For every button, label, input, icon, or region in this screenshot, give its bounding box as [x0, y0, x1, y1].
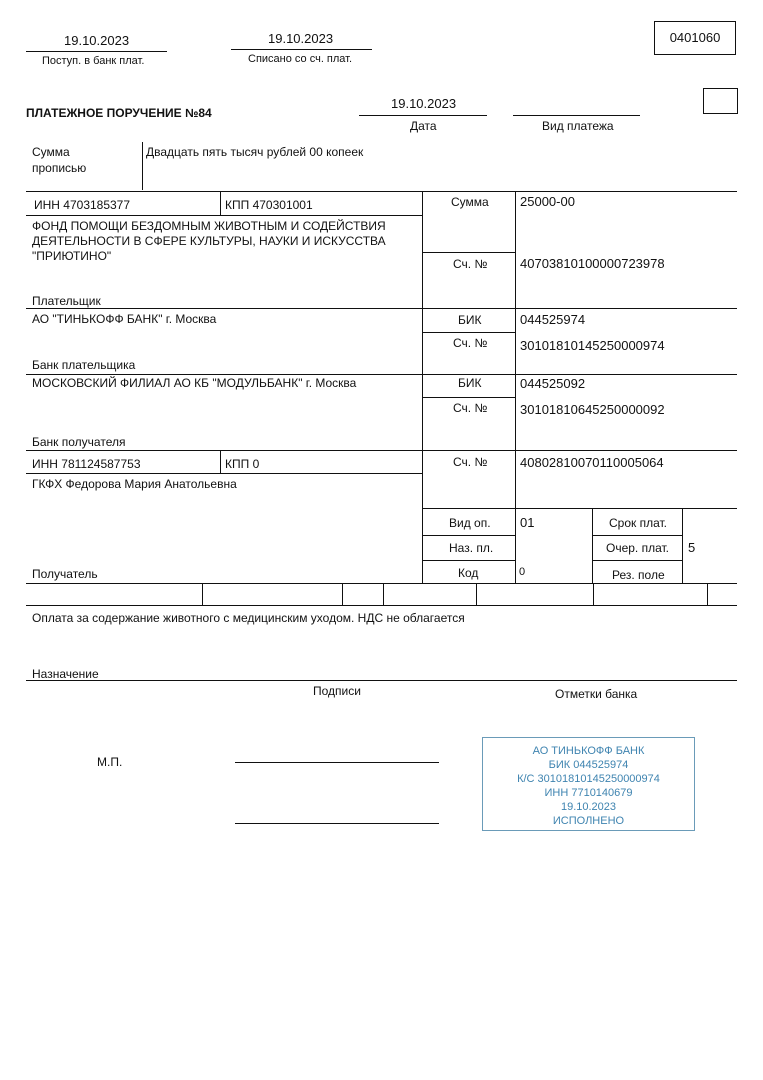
col-divider-left: [422, 191, 423, 583]
inn-row-line: [26, 215, 422, 216]
stamp-line-inn: ИНН 7710140679: [544, 787, 633, 799]
recipient-bik-line: [422, 397, 516, 398]
sum-value: 25000-00: [520, 194, 575, 209]
ocher-label: Очер. плат.: [606, 541, 670, 555]
payer-bank-name: АО "ТИНЬКОФФ БАНК" г. Москва: [32, 312, 217, 326]
payer-account-label: Сч. №: [453, 257, 488, 271]
tax-row-bottom-line: [26, 605, 737, 606]
debited-date: 19.10.2023: [268, 31, 334, 46]
kod-label: Код: [458, 566, 479, 580]
codes-top-line: [422, 508, 737, 509]
recipient-bank-acc-label: Сч. №: [453, 401, 488, 415]
form-code: 0401060: [654, 21, 736, 55]
col-divider-mid: [515, 191, 516, 583]
recipient-top-line: [26, 450, 737, 451]
payer-bik-line: [422, 332, 516, 333]
amount-words-label-2: прописью: [32, 161, 87, 175]
payer-bank-acc-label: Сч. №: [453, 336, 488, 350]
recipient-inn-line: [26, 473, 422, 474]
signature-line-1: [235, 762, 439, 763]
amount-words-divider: [142, 142, 143, 190]
tax-cell-divider-3: [383, 583, 384, 605]
payment-type-label: Вид платежа: [542, 119, 614, 133]
codes-line-2-left: [422, 560, 516, 561]
tax-row-top-line: [26, 583, 737, 584]
payer-account: 40703810100000723978: [520, 256, 665, 271]
rez-label: Рез. поле: [612, 568, 665, 582]
order-date: 19.10.2023: [391, 96, 457, 111]
stamp-line-bik: БИК 044525974: [548, 759, 629, 771]
recipient-bank-bik-label: БИК: [458, 376, 482, 390]
recipient-inn: ИНН 781124587753: [32, 457, 141, 471]
payer-bank-corr-account: 30101810145250000974: [520, 338, 665, 353]
payer-name-line-1: ФОНД ПОМОЩИ БЕЗДОМНЫМ ЖИВОТНЫМ И СОДЕЙСТВИЯ: [32, 219, 386, 233]
recipient-account: 40802810070110005064: [520, 455, 664, 470]
vid-op-label: Вид оп.: [449, 516, 491, 530]
ocher-value: 5: [688, 540, 696, 555]
srok-label: Срок плат.: [609, 516, 668, 530]
mp-label: М.П.: [97, 755, 123, 769]
stamp-line-date: 19.10.2023: [560, 801, 617, 813]
inn-kpp-divider: [220, 191, 221, 215]
order-date-label: Дата: [410, 119, 437, 133]
payer-name-line-3: "ПРИЮТИНО": [32, 249, 112, 263]
bank-marks-label: Отметки банка: [555, 687, 638, 701]
recipient-bank-label: Банк получателя: [32, 435, 126, 449]
recipient-kpp: КПП 0: [225, 457, 260, 471]
recipient-acc-label: Сч. №: [453, 455, 488, 469]
payer-name-line-2: ДЕЯТЕЛЬНОСТИ В СФЕРЕ КУЛЬТУРЫ, НАУКИ И ИСКУССТВА: [32, 234, 386, 248]
signature-line-2: [235, 823, 439, 824]
codes-line-2-right: [592, 560, 683, 561]
payment-type-box: [703, 88, 738, 114]
payer-kpp: КПП 470301001: [225, 198, 313, 212]
received-date: 19.10.2023: [64, 33, 130, 48]
vid-op-value: 01: [520, 515, 535, 530]
debited-date-line: [231, 49, 372, 50]
received-date-label: Поступ. в банк плат.: [42, 55, 145, 67]
codes-line-1-right: [592, 535, 683, 536]
signatures-label: Подписи: [313, 684, 361, 698]
debited-date-label: Списано со сч. плат.: [248, 53, 353, 65]
amount-words-label: Сумма: [32, 145, 70, 159]
tax-cell-divider-6: [707, 583, 708, 605]
table-top-line: [26, 191, 737, 192]
stamp-line-status: ИСПОЛНЕНО: [552, 815, 625, 827]
codes-line-1-left: [422, 535, 516, 536]
stamp-line-bank: АО ТИНЬКОФФ БАНК: [532, 745, 645, 757]
payer-bank-top-line: [26, 308, 737, 309]
order-date-line: [359, 115, 487, 116]
codes-divider-value: [682, 508, 683, 583]
tax-cell-divider-4: [476, 583, 477, 605]
sum-label: Сумма: [451, 195, 489, 209]
bank-stamp: [482, 737, 695, 831]
payer-label: Плательщик: [32, 294, 101, 308]
kod-value: 0: [519, 566, 526, 578]
codes-divider-right: [592, 508, 593, 583]
payer-bank-label: Банк плательщика: [32, 358, 136, 372]
recipient-bank-top-line: [26, 374, 737, 375]
recipient-bank-corr-account: 30101810645250000092: [520, 402, 665, 417]
recipient-bank-bik: 044525092: [520, 376, 586, 391]
recipient-label: Получатель: [32, 567, 98, 581]
stamp-line-corr: К/С 30101810145250000974: [517, 773, 660, 785]
payer-bank-bik-label: БИК: [458, 313, 482, 327]
payment-type-line: [513, 115, 640, 116]
tax-cell-divider-1: [202, 583, 203, 605]
recipient-inn-kpp-divider: [220, 450, 221, 473]
received-date-line: [26, 51, 167, 52]
payer-inn: ИНН 4703185377: [34, 198, 131, 212]
sum-row-line: [422, 252, 516, 253]
tax-cell-divider-5: [593, 583, 594, 605]
recipient-name: ГКФХ Федорова Мария Анатольевна: [32, 477, 237, 491]
naz-pl-label: Наз. пл.: [449, 541, 494, 555]
purpose-text: Оплата за содержание животного с медицинским уходом. НДС не облагается: [32, 611, 465, 625]
page-title: ПЛАТЕЖНОЕ ПОРУЧЕНИЕ №84: [26, 106, 212, 120]
amount-words: Двадцать пять тысяч рублей 00 копеек: [146, 145, 364, 159]
recipient-bank-name: МОСКОВСКИЙ ФИЛИАЛ АО КБ "МОДУЛЬБАНК" г. Москва: [32, 376, 357, 390]
purpose-bottom-line: [26, 680, 737, 681]
purpose-label: Назначение: [32, 667, 99, 681]
payer-bank-bik: 044525974: [520, 312, 586, 327]
tax-cell-divider-2: [342, 583, 343, 605]
